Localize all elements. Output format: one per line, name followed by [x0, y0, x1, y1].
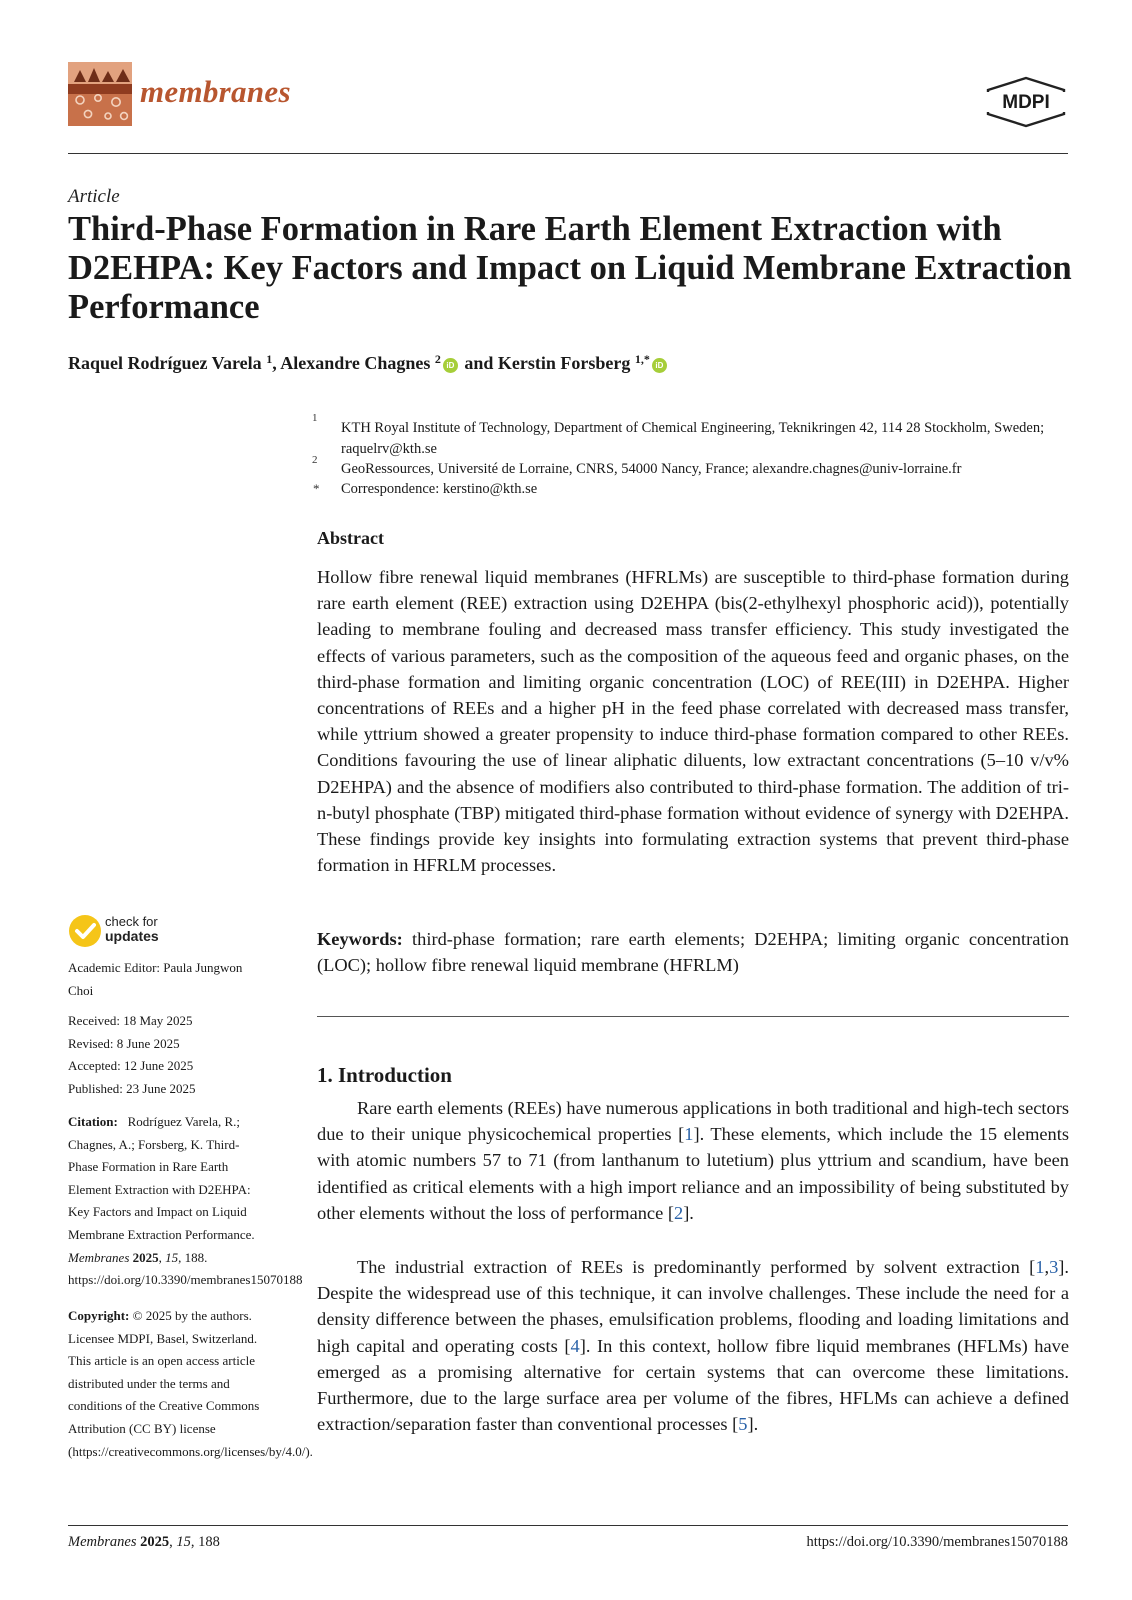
- article-title: Third-Phase Formation in Rare Earth Element Extraction with D2EHPA: Key Factors and Impact on Liquid Membrane Extraction Performance: [68, 210, 1072, 326]
- abstract-heading: Abstract: [317, 528, 384, 548]
- keywords-text: third-phase formation; rare earth elements; D2EHPA; limiting organic concentration (LOC); hollow fibre renewal liquid membrane (HFRLM): [317, 929, 1069, 976]
- mdpi-logo-text: MDPI: [1002, 92, 1050, 113]
- journal-logo: [68, 62, 132, 126]
- paragraph-text: ]. Despite the widespread use of this technique, it can involve challenges. These include the need for a density difference between the phases, emulsification problems, flooding and loading limitations and high capital and operating costs [: [317, 1257, 1069, 1356]
- accepted-date: Accepted: 12 June 2025: [68, 1058, 194, 1074]
- article-type: Article: [68, 186, 120, 207]
- citation-block: Citation: Rodríguez Varela, R.; Chagnes, A.; Forsberg, K. Third-Phase Formation in Rare Earth Element Extraction with D2EHPA: Key Factors and Impact on Liquid Membrane Extraction Performance. Membranes 2025, 15, 188. https://doi.org/10.3390/membranes15070188: [68, 1114, 303, 1288]
- reference-link[interactable]: 4: [570, 1335, 580, 1356]
- citation-tail[interactable]: , 188. https://doi.org/10.3390/membranes15070188: [68, 1249, 303, 1288]
- keywords-label: Keywords:: [317, 929, 403, 949]
- section-heading: 1. Introduction: [317, 1063, 452, 1087]
- paragraph-text: ].: [747, 1414, 759, 1435]
- intro-paragraph: [317, 1095, 1069, 1226]
- footer-citation: Membranes 2025, 15, 188: [68, 1534, 220, 1550]
- copyright-label: Copyright:: [68, 1308, 130, 1323]
- author-affiliation-mark: 1,*: [634, 352, 650, 366]
- footer-page: , 188: [190, 1534, 220, 1550]
- paragraph-text: The industrial extraction of REEs is predominantly performed by solvent extraction [: [357, 1257, 1036, 1277]
- paragraph-text: ]. These elements, which include the 15 elements with atomic numbers 57 to 71 (from lanthanum to lutetium) plus yttrium and scandium, have been identified as critical elements with a high import reliance and an impossibility of being substituted by other elements without the loss of performance [: [317, 1124, 1069, 1223]
- published-date: Published: 23 June 2025: [68, 1080, 196, 1096]
- footer-doi-link[interactable]: https://doi.org/10.3390/membranes15070188: [806, 1534, 1068, 1550]
- abstract-body: Hollow fibre renewal liquid membranes (HFRLMs) are susceptible to third-phase formation during rare earth element (REE) extraction using D2EHPA (bis(2-ethylhexyl phosphoric acid)), potentially leading to membrane fouling and decreased mass transfer efficiency. This study investigated the effects of various parameters, such as the composition of the aqueous feed and organic phases, on the third-phase formation and limiting organic concentration (LOC) of REE(III) in D2EHPA. Higher concentrations of REEs and a higher pH in the feed phase correlated with decreased mass transfer, while yttrium showed a greater propensity to induce third-phase formation compared to other REEs. Conditions favouring the use of linear aliphatic diluents, low extractant concentrations (5–10 v/v% D2EHPA) and the absence of modifiers also contributed to third-phase formation. The addition of tri-n-butyl phosphate (TBP) mitigated third-phase formation without evidence of synergy with D2EHPA. These findings provide key insights into formulating extraction systems that prevent third-phase formation in HFRLM processes.: [317, 567, 1069, 876]
- reference-link[interactable]: 3: [1049, 1257, 1059, 1277]
- intro-paragraph: [317, 1254, 1069, 1437]
- copyright-block: [68, 1305, 313, 1463]
- publication-dates: [68, 1010, 268, 1100]
- author-separator: ,: [272, 353, 281, 373]
- author-name[interactable]: Raquel Rodríguez Varela: [68, 353, 262, 373]
- paragraph-text: Rare earth elements (REEs) have numerous applications in both traditional and high-tech sectors due to their unique physicochemical properties [: [317, 1098, 1069, 1145]
- abstract-divider: [317, 1016, 1069, 1017]
- received-date: Received: 18 May 2025: [68, 1013, 193, 1028]
- author-separator: and: [459, 353, 498, 373]
- academic-editor: Academic Editor: Paula Jungwon Choi: [68, 960, 243, 998]
- header-divider: [68, 153, 1068, 154]
- check-for-updates-icon[interactable]: [68, 914, 102, 948]
- affiliation-mark: 1: [312, 412, 318, 424]
- correspondence-text: Correspondence: kerstino@kth.se: [341, 481, 538, 497]
- affiliation-text: KTH Royal Institute of Technology, Department of Chemical Engineering, Teknikringen 42, 114 28 Stockholm, Sweden; raquelrv@kth.se: [341, 420, 1045, 457]
- reference-link[interactable]: 5: [738, 1414, 748, 1435]
- affiliation-mark: 2: [312, 454, 318, 466]
- footer-volume: 15: [176, 1534, 191, 1550]
- check-line1: check for: [105, 914, 158, 929]
- paragraph-text: ,: [1044, 1257, 1050, 1277]
- paragraph-text: ].: [683, 1202, 694, 1223]
- keywords: [317, 926, 1069, 978]
- check-line2: updates: [105, 928, 159, 944]
- footer-divider: [68, 1525, 1068, 1526]
- author-list: [68, 353, 669, 374]
- reference-link[interactable]: 2: [673, 1202, 684, 1223]
- citation-text: Rodríguez Varela, R.; Chagnes, A.; Forsberg, K. Third-Phase Formation in Rare Earth Element Extraction with D2EHPA: Key Factors and Impact on Liquid Membrane Extraction Performance.: [68, 1114, 255, 1242]
- paragraph-text: ]. In this context, hollow fibre liquid membranes (HFLMs) have emerged as a promising alternative for certain systems that can overcome these limitations. Furthermore, due to the large surface area per volume of the fibres, HFLMs can achieve a defined extraction/separation faster than conventional processes [: [317, 1335, 1070, 1435]
- author-affiliation-mark: 2: [434, 352, 441, 366]
- reference-link[interactable]: 1: [684, 1124, 694, 1145]
- footer-year: 2025: [140, 1534, 170, 1550]
- affiliation-mark: *: [313, 481, 320, 496]
- author-name[interactable]: Kerstin Forsberg: [497, 353, 631, 373]
- mdpi-logo[interactable]: [984, 76, 1068, 128]
- affiliation-text: GeoRessources, Université de Lorraine, CNRS, 54000 Nancy, France; alexandre.chagnes@univ-lorraine.fr: [341, 461, 962, 477]
- citation-label: Citation:: [68, 1114, 118, 1129]
- footer-journal: Membranes: [68, 1534, 137, 1550]
- orcid-icon[interactable]: iD: [443, 358, 458, 373]
- revised-date: Revised: 8 June 2025: [68, 1035, 180, 1051]
- check-for-updates-label[interactable]: [105, 914, 159, 944]
- orcid-icon[interactable]: iD: [652, 358, 667, 373]
- citation-year: 2025: [132, 1249, 159, 1265]
- citation-journal: Membranes: [68, 1249, 130, 1265]
- author-affiliation-mark: 1: [266, 352, 273, 366]
- reference-link[interactable]: 1: [1035, 1257, 1045, 1277]
- copyright-text: © 2025 by the authors. Licensee MDPI, Basel, Switzerland. This article is an open access article distributed under the terms and conditions of the Creative Commons Attribution (CC BY) license (https://creativecommons.org/licenses/by/4.0/).: [68, 1308, 313, 1459]
- journal-name[interactable]: membranes: [140, 74, 291, 109]
- author-name[interactable]: Alexandre Chagnes: [280, 353, 431, 373]
- citation-volume: 15: [165, 1249, 179, 1265]
